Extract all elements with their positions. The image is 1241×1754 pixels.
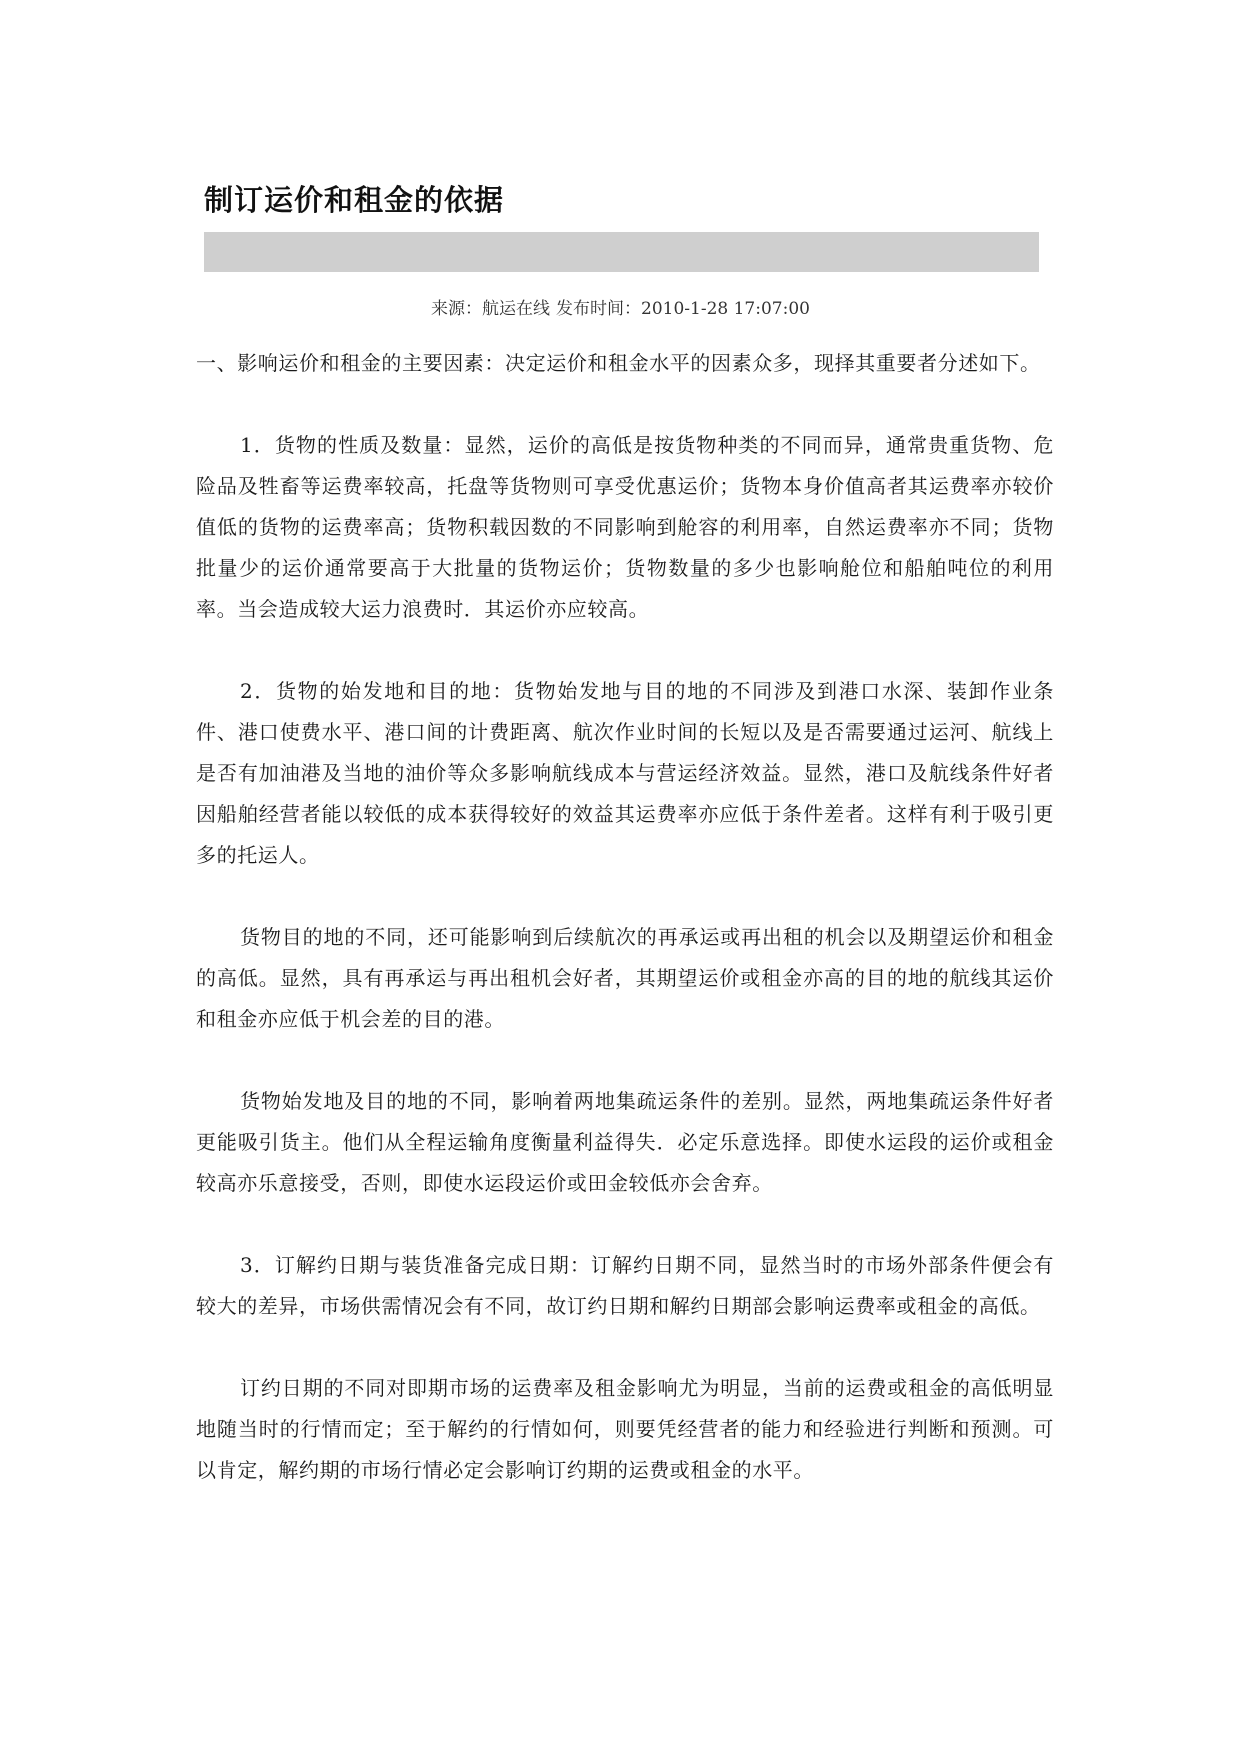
- article-body: [196, 343, 1054, 1532]
- source-label: 来源：航运在线: [431, 299, 551, 319]
- paragraph-destination-effect: 货物目的地的不同，还可能影响到后续航次的再承运或再出租的机会以及期望运价和租金的高低。显然，具有再承运与再出租机会好者，其期望运价或租金亦高的目的地的航线其运价和租金亦应低于机会差的目的港。: [196, 925, 1054, 1031]
- page-title: 制订运价和租金的依据: [204, 183, 505, 217]
- article-meta: [0, 294, 1241, 319]
- paragraph-collection-distribution: 货物始发地及目的地的不同，影响着两地集疏运条件的差别。显然，两地集疏运条件好者更能吸引货主。他们从全程运输角度衡量利益得失．必定乐意选择。即使水运段的运价或租金较高亦乐意接受，否则，即使水运段运价或田金较低亦会舍弃。: [196, 1089, 1054, 1195]
- paragraph-contract-dates: 3．订解约日期与装货准备完成日期：订解约日期不同，显然当时的市场外部条件便会有较大的差异，市场供需情况会有不同，故订约日期和解约日期部会影响运费率或租金的高低。: [196, 1253, 1054, 1318]
- paragraph-intro: 一、影响运价和租金的主要因素：决定运价和租金水平的因素众多，现择其重要者分述如下。: [196, 351, 1041, 375]
- title-divider-bar: [204, 232, 1039, 272]
- paragraph-cargo-nature: 1．货物的性质及数量：显然，运价的高低是按货物种类的不同而异，通常贵重货物、危险品及牲畜等运费率较高，托盘等货物则可享受优惠运价；货物本身价值高者其运费率亦较价值低的货物的运费率高；货物积载因数的不同影响到舱容的利用率，自然运费率亦不同；货物批量少的运价通常要高于大批量的货物运价；货物数量的多少也影响舱位和船舶吨位的利用率。当会造成较大运力浪费时．其运价亦应较高。: [196, 433, 1054, 621]
- publish-time-label: 发布时间：2010-1-28 17:07:00: [556, 299, 810, 319]
- paragraph-origin-destination: 2．货物的始发地和目的地：货物始发地与目的地的不同涉及到港口水深、装卸作业条件、港口使费水平、港口间的计费距离、航次作业时间的长短以及是否需要通过运河、航线上是否有加油港及当地的油价等众多影响航线成本与营运经济效益。显然，港口及航线条件好者因船舶经营者能以较低的成本获得较好的效益其运费率亦应低于条件差者。这样有利于吸引更多的托运人。: [196, 679, 1054, 867]
- paragraph-spot-market: 订约日期的不同对即期市场的运费率及租金影响尤为明显，当前的运费或租金的高低明显地随当时的行情而定；至于解约的行情如何，则要凭经营者的能力和经验进行判断和预测。可以肯定，解约期的市场行情必定会影响订约期的运费或租金的水平。: [196, 1376, 1054, 1482]
